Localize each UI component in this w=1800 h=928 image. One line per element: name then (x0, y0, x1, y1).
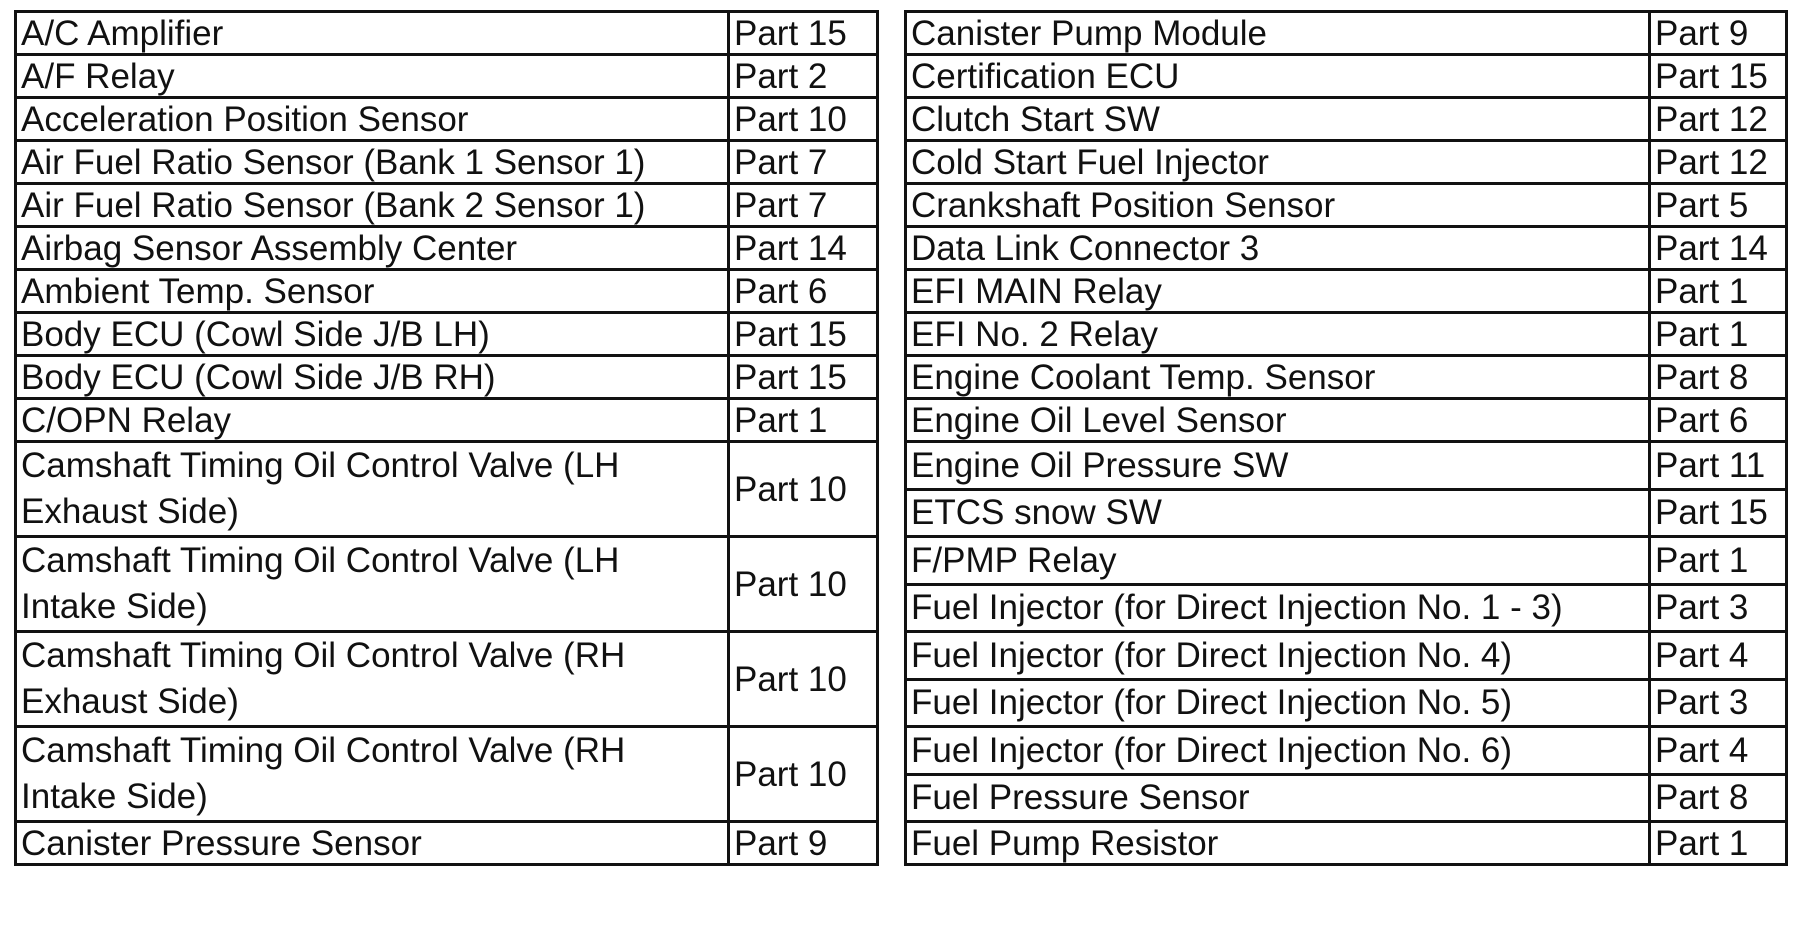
component-name: Air Fuel Ratio Sensor (Bank 2 Sensor 1) (16, 184, 729, 227)
component-name: Fuel Injector (for Direct Injection No. 1 - 3) (906, 584, 1650, 632)
component-name: Camshaft Timing Oil Control Valve (RH Exhaust Side) (16, 632, 729, 727)
part-reference: Part 4 (1650, 632, 1787, 680)
component-name: Body ECU (Cowl Side J/B RH) (16, 356, 729, 399)
component-name: Canister Pump Module (906, 12, 1650, 55)
part-reference: Part 15 (729, 356, 878, 399)
component-name: Engine Oil Pressure SW (906, 442, 1650, 490)
part-reference: Part 9 (729, 822, 878, 865)
component-name: Fuel Pump Resistor (906, 822, 1650, 865)
component-name: Airbag Sensor Assembly Center (16, 227, 729, 270)
part-reference: Part 4 (1650, 727, 1787, 775)
column-gap (878, 12, 906, 865)
component-name: Fuel Injector (for Direct Injection No. 4) (906, 632, 1650, 680)
component-name: Engine Oil Level Sensor (906, 399, 1650, 442)
part-reference: Part 8 (1650, 774, 1787, 822)
part-reference: Part 7 (729, 141, 878, 184)
component-name: Data Link Connector 3 (906, 227, 1650, 270)
part-reference: Part 14 (729, 227, 878, 270)
component-name: Engine Coolant Temp. Sensor (906, 356, 1650, 399)
part-reference: Part 1 (1650, 270, 1787, 313)
component-name: Camshaft Timing Oil Control Valve (LH Intake Side) (16, 537, 729, 632)
part-reference: Part 15 (1650, 489, 1787, 537)
part-reference: Part 10 (729, 727, 878, 822)
part-reference: Part 5 (1650, 184, 1787, 227)
component-name: ETCS snow SW (906, 489, 1650, 537)
part-reference: Part 10 (729, 537, 878, 632)
component-name: A/C Amplifier (16, 12, 729, 55)
component-name: A/F Relay (16, 55, 729, 98)
part-reference: Part 15 (1650, 55, 1787, 98)
part-reference: Part 12 (1650, 98, 1787, 141)
part-reference: Part 7 (729, 184, 878, 227)
component-name: Certification ECU (906, 55, 1650, 98)
component-name: Fuel Pressure Sensor (906, 774, 1650, 822)
part-reference: Part 9 (1650, 12, 1787, 55)
part-reference: Part 6 (1650, 399, 1787, 442)
part-reference: Part 15 (729, 313, 878, 356)
component-name: Camshaft Timing Oil Control Valve (LH Exhaust Side) (16, 442, 729, 537)
component-name: EFI MAIN Relay (906, 270, 1650, 313)
part-reference: Part 12 (1650, 141, 1787, 184)
part-reference: Part 6 (729, 270, 878, 313)
part-reference: Part 10 (729, 442, 878, 537)
part-reference: Part 15 (729, 12, 878, 55)
part-reference: Part 2 (729, 55, 878, 98)
component-name: Fuel Injector (for Direct Injection No. 6) (906, 727, 1650, 775)
component-name: C/OPN Relay (16, 399, 729, 442)
component-name: Air Fuel Ratio Sensor (Bank 1 Sensor 1) (16, 141, 729, 184)
component-location-index-table (14, 10, 1788, 866)
part-reference: Part 3 (1650, 679, 1787, 727)
component-name: Body ECU (Cowl Side J/B LH) (16, 313, 729, 356)
part-reference: Part 1 (1650, 822, 1787, 865)
part-reference: Part 14 (1650, 227, 1787, 270)
component-name: Crankshaft Position Sensor (906, 184, 1650, 227)
component-name: Camshaft Timing Oil Control Valve (RH Intake Side) (16, 727, 729, 822)
component-name: Fuel Injector (for Direct Injection No. 5) (906, 679, 1650, 727)
part-reference: Part 8 (1650, 356, 1787, 399)
component-name: Canister Pressure Sensor (16, 822, 729, 865)
part-reference: Part 10 (729, 98, 878, 141)
part-reference: Part 3 (1650, 584, 1787, 632)
component-name: Acceleration Position Sensor (16, 98, 729, 141)
table-row (16, 12, 1787, 55)
part-reference: Part 1 (1650, 313, 1787, 356)
component-name: F/PMP Relay (906, 537, 1650, 585)
component-name: EFI No. 2 Relay (906, 313, 1650, 356)
part-reference: Part 1 (1650, 537, 1787, 585)
component-name: Ambient Temp. Sensor (16, 270, 729, 313)
component-name: Clutch Start SW (906, 98, 1650, 141)
part-reference: Part 11 (1650, 442, 1787, 490)
part-reference: Part 10 (729, 632, 878, 727)
part-reference: Part 1 (729, 399, 878, 442)
component-name: Cold Start Fuel Injector (906, 141, 1650, 184)
